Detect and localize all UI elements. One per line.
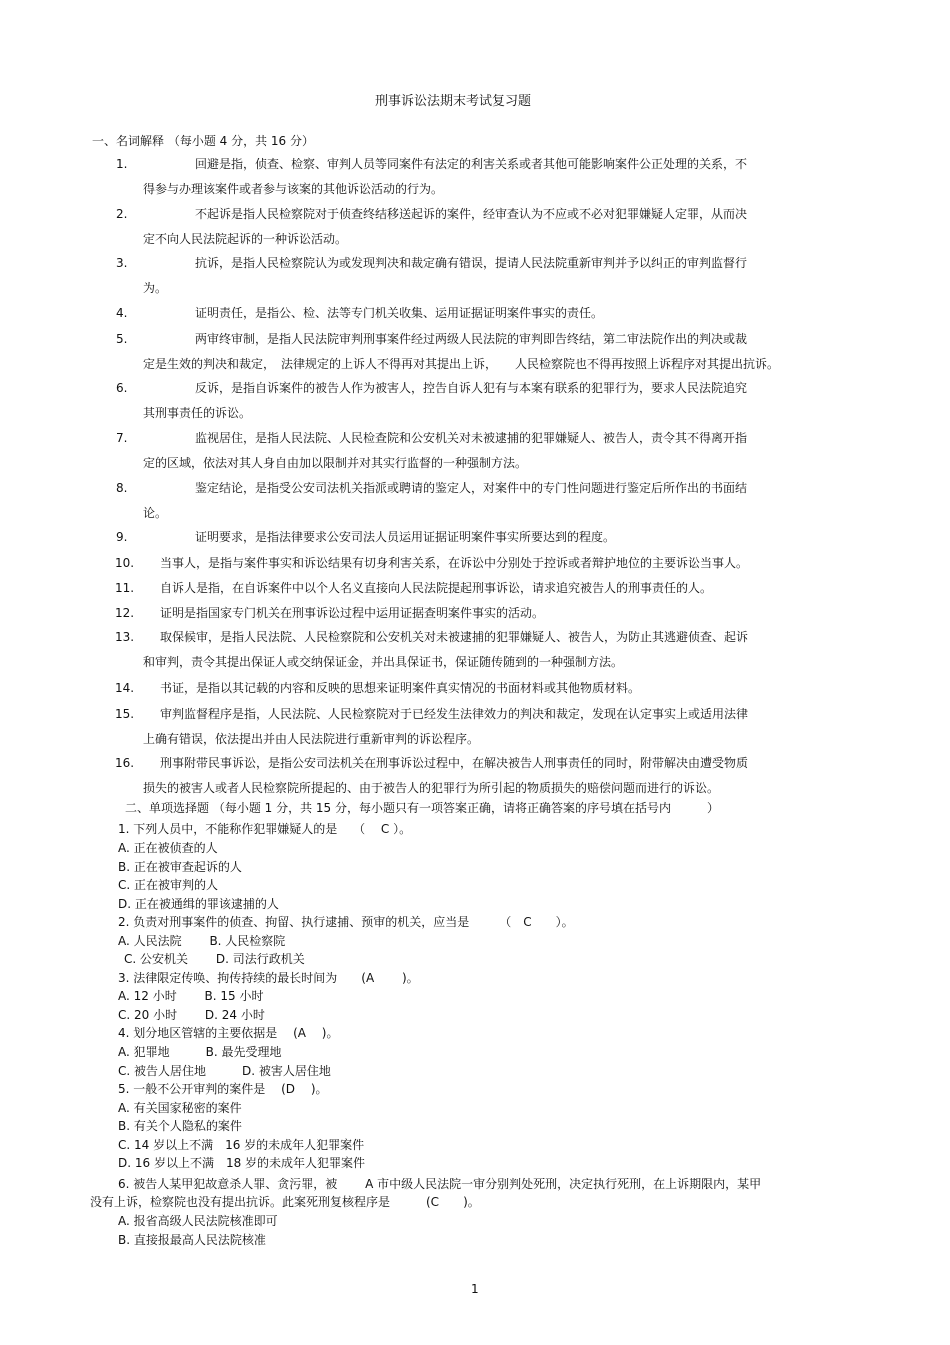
definition-text-cont: 上确有错误，依法提出并由人民法院进行重新审判的诉讼程序。 — [143, 732, 480, 746]
definition-text: 反诉，是指自诉案件的被告人作为被害人，控告自诉人犯有与本案有联系的犯罪行为，要求人民法院追究 — [195, 381, 748, 395]
choice-line: C. 14 岁以上不满 16 岁的未成年人犯罪案件 — [118, 1138, 365, 1152]
choice-line: B. 直接报最高人民法院核准 — [118, 1233, 266, 1247]
choice-line: C. 正在被审判的人 — [118, 878, 219, 892]
choice-line: 6. 被告人某甲犯故意杀人罪、贪污罪，被 A 市中级人民法院一审分别判处死刑，决定执行死刑，在上诉期限内，某甲 — [118, 1177, 762, 1191]
definition-text-cont: 定是生效的判决和裁定， 法律规定的上诉人不得再对其提出上诉， 人民检察院也不得再按照上诉程序对其提出抗诉。 — [143, 357, 780, 371]
definition-text-cont: 为。 — [143, 281, 168, 295]
definition-text: 审判监督程序是指，人民法院、人民检察院对于已经发生法律效力的判决和裁定，发现在认定事实上或适用法律 — [160, 707, 749, 721]
choice-line: C. 20 小时 D. 24 小时 — [118, 1008, 265, 1022]
definition-number: 5. — [116, 332, 128, 346]
definition-text: 刑事附带民事诉讼，是指公安司法机关在刑事诉讼过程中，在解决被告人刑事责任的同时，附带解决由遭受物质 — [160, 756, 749, 770]
definition-number: 4. — [116, 306, 128, 320]
definition-text-cont: 其刑事责任的诉讼。 — [143, 406, 252, 420]
choice-line: A. 正在被侦查的人 — [118, 841, 218, 855]
definition-text: 抗诉，是指人民检察院认为或发现判决和裁定确有错误，提请人民法院重新审判并予以纠正的审判监督行 — [195, 256, 748, 270]
definition-number: 1. — [116, 157, 128, 171]
definition-number: 6. — [116, 381, 128, 395]
definition-text-cont: 得参与办理该案件或者参与该案的其他诉讼活动的行为。 — [143, 182, 444, 196]
definition-number: 12. — [115, 606, 135, 620]
choice-line: C. 公安机关 D. 司法行政机关 — [124, 952, 305, 966]
definition-text-cont: 损失的被害人或者人民检察院所提起的、由于被告人的犯罪行为所引起的物质损失的赔偿问题而进行的诉讼。 — [143, 781, 720, 795]
definition-number: 10. — [115, 556, 135, 570]
definition-text: 两审终审制，是指人民法院审判刑事案件经过两级人民法院的审判即告终结，第二审法院作出的判决或裁 — [195, 332, 748, 346]
definition-number: 14. — [115, 681, 135, 695]
definition-text: 自诉人是指，在自诉案件中以个人名义直接向人民法院提起刑事诉讼，请求追究被告人的刑事责任的人。 — [160, 581, 713, 595]
definition-text: 证明要求，是指法律要求公安司法人员运用证据证明案件事实所要达到的程度。 — [195, 530, 616, 544]
definition-number: 8. — [116, 481, 128, 495]
definition-text: 回避是指，侦查、检察、审判人员等同案件有法定的利害关系或者其他可能影响案件公正处理的关系，不 — [195, 157, 748, 171]
definition-text: 证明是指国家专门机关在刑事诉讼过程中运用证据查明案件事实的活动。 — [160, 606, 545, 620]
definition-text: 证明责任，是指公、检、法等专门机关收集、运用证据证明案件事实的责任。 — [195, 306, 604, 320]
section-heading-definitions: 一、名词解释 （每小题 4 分，共 16 分） — [92, 134, 314, 148]
definition-number: 3. — [116, 256, 128, 270]
choice-line: 5. 一般不公开审判的案件是 (D )。 — [118, 1082, 328, 1096]
definition-number: 15. — [115, 707, 135, 721]
choice-line: A. 12 小时 B. 15 小时 — [118, 989, 264, 1003]
definition-text: 监视居住，是指人民法院、人民检查院和公安机关对未被逮捕的犯罪嫌疑人、被告人，责令其不得离开指 — [195, 431, 748, 445]
definition-number: 2. — [116, 207, 128, 221]
choice-line: 4. 划分地区管辖的主要依据是 (A )。 — [118, 1026, 339, 1040]
definition-text: 不起诉是指人民检察院对于侦查终结移送起诉的案件，经审查认为不应或不必对犯罪嫌疑人定罪，从而决 — [195, 207, 748, 221]
definition-number: 16. — [115, 756, 135, 770]
definition-number: 11. — [115, 581, 135, 595]
choice-line: 1. 下列人员中，不能称作犯罪嫌疑人的是 （ C ）。 — [118, 822, 412, 836]
choice-line: 3. 法律限定传唤、拘传持续的最长时间为 (A )。 — [118, 971, 419, 985]
definition-text: 书证，是指以其记载的内容和反映的思想来证明案件真实情况的书面材料或其他物质材料。 — [160, 681, 641, 695]
choice-line: D. 正在被通缉的罪该逮捕的人 — [118, 897, 279, 911]
definition-text-cont: 定的区域，依法对其人身自由加以限制并对其实行监督的一种强制方法。 — [143, 456, 528, 470]
definition-text-cont: 和审判，责令其提出保证人或交纳保证金，并出具保证书，保证随传随到的一种强制方法。 — [143, 655, 624, 669]
definition-number: 9. — [116, 530, 128, 544]
choice-line: A. 有关国家秘密的案件 — [118, 1101, 242, 1115]
definition-text: 鉴定结论，是指受公安司法机关指派或聘请的鉴定人，对案件中的专门性问题进行鉴定后所作出的书面结 — [195, 481, 748, 495]
page-number: 1 — [471, 1282, 479, 1296]
definition-text: 当事人，是指与案件事实和诉讼结果有切身利害关系，在诉讼中分别处于控诉或者辩护地位的主要诉讼当事人。 — [160, 556, 749, 570]
definition-text: 取保候审，是指人民法院、人民检察院和公安机关对未被逮捕的犯罪嫌疑人、被告人，为防止其逃避侦查、起诉 — [160, 630, 749, 644]
choice-line: D. 16 岁以上不满 18 岁的未成年人犯罪案件 — [118, 1156, 366, 1170]
definition-number: 13. — [115, 630, 135, 644]
choice-line: 没有上诉，检察院也没有提出抗诉。此案死刑复核程序是 (C )。 — [90, 1195, 480, 1209]
choice-line: A. 犯罪地 B. 最先受理地 — [118, 1045, 282, 1059]
choice-line: 2. 负责对刑事案件的侦查、拘留、执行逮捕、预审的机关，应当是 （ C ）。 — [118, 915, 574, 929]
choice-line: B. 有关个人隐私的案件 — [118, 1119, 242, 1133]
definition-number: 7. — [116, 431, 128, 445]
definition-text-cont: 定不向人民法院起诉的一种诉讼活动。 — [143, 232, 348, 246]
definition-text-cont: 论。 — [143, 506, 168, 520]
choice-line: C. 被告人居住地 D. 被害人居住地 — [118, 1064, 331, 1078]
choice-line: B. 正在被审查起诉的人 — [118, 860, 242, 874]
document-title: 刑事诉讼法期末考试复习题 — [375, 94, 532, 109]
choice-line: A. 人民法院 B. 人民检察院 — [118, 934, 286, 948]
choice-line: A. 报省高级人民法院核准即可 — [118, 1214, 278, 1228]
section-heading-single-choice: 二、单项选择题 （每小题 1 分，共 15 分，每小题只有一项答案正确，请将正确答案的序号填在括号内 ） — [125, 801, 719, 815]
